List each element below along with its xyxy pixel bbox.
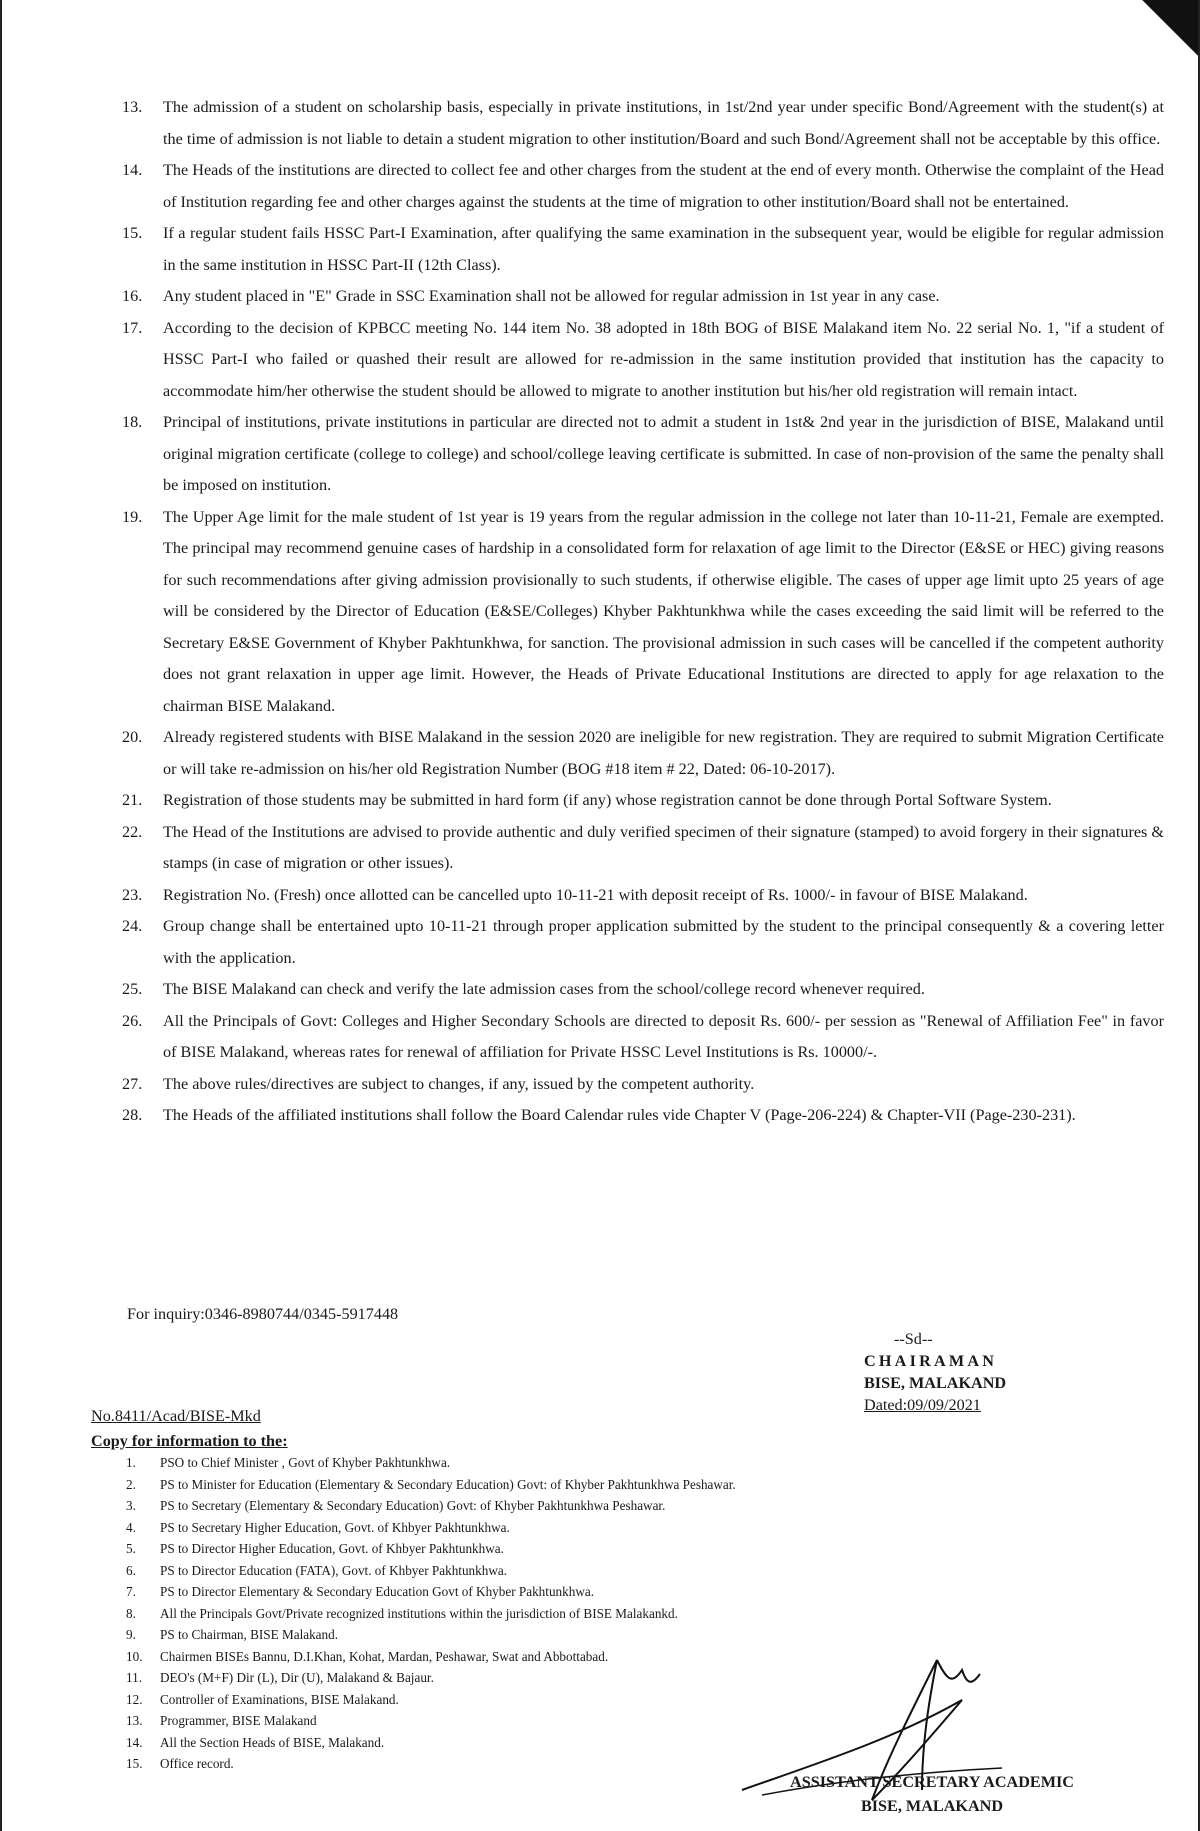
rule-item-number: 15. bbox=[122, 224, 143, 242]
copy-recipient bbox=[126, 1474, 926, 1496]
rule-item-text: If a regular student fails HSSC Part-I Examination, after qualifying the same examination in the subsequent year, would be eligible for regular admission in the same institution in HSSC Part-II (12th Class). bbox=[163, 224, 1164, 274]
rule-item bbox=[122, 1069, 1164, 1101]
copy-recipient-number: 14. bbox=[126, 1734, 143, 1750]
copy-recipient-number: 5. bbox=[126, 1541, 136, 1556]
rule-item-number: 17. bbox=[122, 318, 143, 337]
copy-recipient-number: 6. bbox=[126, 1562, 136, 1578]
copy-recipient-text: PS to Chairman, BISE Malakand. bbox=[160, 1627, 339, 1642]
scan-corner-fold bbox=[1138, 0, 1198, 60]
copy-recipient-text: PSO to Chief Minister , Govt of Khyber Pakhtunkhwa. bbox=[160, 1455, 451, 1470]
copy-recipient-text: Office record. bbox=[160, 1756, 234, 1771]
copy-recipient bbox=[126, 1452, 926, 1474]
copy-recipient-number: 8. bbox=[126, 1605, 136, 1621]
chairman-title: CHAIRAMAN bbox=[864, 1352, 998, 1370]
copy-recipient-text: Controller of Examinations, BISE Malakand. bbox=[160, 1691, 399, 1707]
copy-recipient-text: PS to Director Education (FATA), Govt. of Khbyer Pakhtunkhwa. bbox=[160, 1562, 508, 1578]
copy-recipient-text: All the Section Heads of BISE, Malakand. bbox=[160, 1734, 385, 1750]
rule-item-text: Already registered students with BISE Malakand in the session 2020 are ineligible for new registration. They are required to submit Migration Certificate or will take re-admission on his/her old Registration Number (BOG #18 item # 22, Dated: 06-10-2017). bbox=[163, 728, 1164, 778]
rule-item bbox=[122, 785, 1164, 817]
rule-item-text: Principal of institutions, private institutions in particular are directed not to admit a student in 1st& 2nd year in the jurisdiction of BISE, Malakand until original migration certificate (college to college) and school/college leaving certificate is submitted. In case of non-provision of the same the penalty shall be imposed on institution. bbox=[163, 413, 1164, 494]
signed-mark: --Sd-- bbox=[894, 1330, 933, 1348]
copy-recipient-text: PS to Director Higher Education, Govt. of Khbyer Pakhtunkhwa. bbox=[160, 1541, 504, 1556]
assistant-secretary-block bbox=[790, 1770, 1074, 1818]
copy-recipient-number: 15. bbox=[126, 1756, 143, 1771]
assistant-secretary-org: BISE, MALAKAND bbox=[860, 1797, 1004, 1815]
rule-item bbox=[122, 155, 1164, 218]
rule-item-number: 25. bbox=[122, 980, 143, 998]
copy-recipient bbox=[126, 1603, 926, 1625]
copy-recipient bbox=[126, 1495, 926, 1517]
rule-item-number: 24. bbox=[122, 917, 143, 935]
copy-recipient-text: PS to Director Elementary & Secondary Education Govt of Khyber Pakhtunkhwa. bbox=[160, 1584, 594, 1599]
rule-item-number: 27. bbox=[122, 1074, 143, 1093]
rule-item bbox=[122, 880, 1164, 912]
chairman-signature-block bbox=[864, 1328, 1006, 1416]
copy-recipient-text: Chairmen BISEs Bannu, D.I.Khan, Kohat, Mardan, Peshawar, Swat and Abbottabad. bbox=[160, 1648, 609, 1664]
copy-recipient bbox=[126, 1517, 926, 1539]
copy-recipient-number: 10. bbox=[126, 1648, 143, 1664]
copy-recipient-number: 9. bbox=[126, 1627, 136, 1642]
rule-item bbox=[122, 722, 1164, 785]
rule-item-number: 13. bbox=[122, 98, 143, 116]
copy-recipient bbox=[126, 1560, 926, 1582]
rule-item bbox=[122, 1006, 1164, 1069]
rule-item-text: Any student placed in "E" Grade in SSC Examination shall not be allowed for regular admission in 1st year in any case. bbox=[163, 287, 940, 305]
rule-item bbox=[122, 502, 1164, 723]
rule-item-number: 16. bbox=[122, 287, 143, 305]
copy-recipient-text: Programmer, BISE Malakand bbox=[160, 1713, 317, 1728]
copy-recipient-number: 3. bbox=[126, 1498, 136, 1513]
copy-recipient-number: 13. bbox=[126, 1713, 143, 1728]
copy-recipient-number: 4. bbox=[126, 1519, 136, 1535]
rule-item-text: The Head of the Institutions are advised to provide authentic and duly verified specimen of their signature (stamped) to avoid forgery in their signatures & stamps (in case of migration or other issues). bbox=[163, 822, 1164, 872]
rule-item-text: The Heads of the institutions are directed to collect fee and other charges from the student at the end of every month. Otherwise the complaint of the Head of Institution regarding fee and other charges against the students at the time of migration to other institution/Board shall not be entertained. bbox=[163, 161, 1164, 211]
rule-item-number: 19. bbox=[122, 507, 143, 526]
copy-recipient-number: 2. bbox=[126, 1476, 136, 1492]
rule-item-text: Registration No. (Fresh) once allotted can be cancelled upto 10-11-21 with deposit receipt of Rs. 1000/- in favour of BISE Malakand. bbox=[163, 885, 1028, 904]
rule-item-text: The above rules/directives are subject to changes, if any, issued by the competent authority. bbox=[163, 1074, 755, 1093]
rule-item bbox=[122, 911, 1164, 974]
rule-item-number: 22. bbox=[122, 822, 143, 841]
rule-item bbox=[122, 1100, 1164, 1132]
rules-list bbox=[122, 92, 1164, 1132]
rule-item-text: According to the decision of KPBCC meeting No. 144 item No. 38 adopted in 18th BOG of BISE Malakand item No. 22 serial No. 1, "if a student of HSSC Part-I who failed or quashed their result are allowed for re-admission in the same institution provided that institution has the capacity to accommodate him/her otherwise the student should be allowed to migrate to another institution but his/her old registration will remain intact. bbox=[163, 318, 1164, 400]
rule-item-number: 26. bbox=[122, 1011, 143, 1030]
copy-recipient-number: 7. bbox=[126, 1584, 136, 1599]
rule-item-text: All the Principals of Govt: Colleges and Higher Secondary Schools are directed to deposit Rs. 600/- per session as "Renewal of Affiliation Fee" in favor of BISE Malakand, whereas rates for renewal of affiliation for Private HSSC Level Institutions is Rs. 10000/-. bbox=[163, 1011, 1164, 1061]
rule-item bbox=[122, 218, 1164, 281]
copy-recipient bbox=[126, 1581, 926, 1603]
rule-item-text: The Upper Age limit for the male student of 1st year is 19 years from the regular admission in the college not later than 10-11-21, Female are exempted. The principal may recommend genuine cases of hardship in a consolidated form for relaxation of age limit to the Director (E&SE or HEC) giving reasons for such recommendations after giving admission provisionally to such students, if otherwise eligible. The cases of upper age limit upto 25 years of age will be considered by the Director of Education (E&SE/Colleges) Khyber Pakhtunkhwa while the cases exceeding the said limit will be referred to the Secretary E&SE Government of Khyber Pakhtunkhwa, for sanction. The provisional admission in such cases will be cancelled if the competent authority does not grant relaxation in upper age limit. However, the Heads of Private Educational Institutions are directed to apply for age relaxation to the chairman BISE Malakand. bbox=[163, 507, 1164, 715]
rule-item-text: The BISE Malakand can check and verify the late admission cases from the school/college record whenever required. bbox=[163, 980, 925, 998]
copy-recipient bbox=[126, 1538, 926, 1560]
rule-item-text: Registration of those students may be submitted in hard form (if any) whose registration cannot be done through Portal Software System. bbox=[163, 791, 1052, 809]
document-date: Dated:09/09/2021 bbox=[864, 1396, 981, 1414]
rule-item bbox=[122, 313, 1164, 408]
copy-heading: Copy for information to the: bbox=[91, 1432, 288, 1450]
rule-item bbox=[122, 974, 1164, 1006]
rule-item-number: 23. bbox=[122, 885, 143, 904]
rule-item bbox=[122, 407, 1164, 502]
rule-item-text: Group change shall be entertained upto 10-11-21 through proper application submitted by the student to the principal consequently & a covering letter with the application. bbox=[163, 917, 1164, 967]
copy-recipient-number: 1. bbox=[126, 1455, 136, 1470]
rule-item bbox=[122, 281, 1164, 313]
rule-item-number: 20. bbox=[122, 728, 143, 746]
copy-recipient-text: PS to Minister for Education (Elementary & Secondary Education) Govt: of Khyber Pakhtunkhwa Peshawar. bbox=[160, 1476, 736, 1492]
copy-recipient-text: All the Principals Govt/Private recognized institutions within the jurisdiction of BISE Malakankd. bbox=[160, 1605, 678, 1621]
rule-item-number: 21. bbox=[122, 791, 143, 809]
rule-item-number: 18. bbox=[122, 413, 143, 431]
rule-item-text: The Heads of the affiliated institutions shall follow the Board Calendar rules vide Chapter V (Page-206-224) & Chapter-VII (Page-230-231). bbox=[163, 1106, 1076, 1124]
copy-recipient-text: PS to Secretary Higher Education, Govt. of Khbyer Pakhtunkhwa. bbox=[160, 1519, 510, 1535]
rule-item bbox=[122, 92, 1164, 155]
chairman-org: BISE, MALAKAND bbox=[864, 1374, 1007, 1392]
copy-recipient-number: 12. bbox=[126, 1691, 143, 1707]
copy-recipient-text: PS to Secretary (Elementary & Secondary Education) Govt: of Khyber Pakhtunkhwa Peshawar. bbox=[160, 1498, 666, 1513]
assistant-secretary-title: ASSISTANT SECRETARY ACADEMIC bbox=[790, 1773, 1074, 1791]
reference-number: No.8411/Acad/BISE-Mkd bbox=[91, 1407, 261, 1425]
rule-item-number: 14. bbox=[122, 161, 143, 179]
rule-item bbox=[122, 817, 1164, 880]
copy-recipient-number: 11. bbox=[126, 1670, 142, 1685]
copy-recipient-text: DEO's (M+F) Dir (L), Dir (U), Malakand & Bajaur. bbox=[160, 1670, 434, 1685]
inquiry-contact: For inquiry:0346-8980744/0345-5917448 bbox=[127, 1305, 399, 1323]
rule-item-number: 28. bbox=[122, 1106, 143, 1124]
rule-item-text: The admission of a student on scholarship basis, especially in private institutions, in 1st/2nd year under specific Bond/Agreement with the student(s) at the time of admission is not liable to detain a student migration to other institution/Board and such Bond/Agreement shall not be acceptable by this office. bbox=[163, 98, 1164, 148]
